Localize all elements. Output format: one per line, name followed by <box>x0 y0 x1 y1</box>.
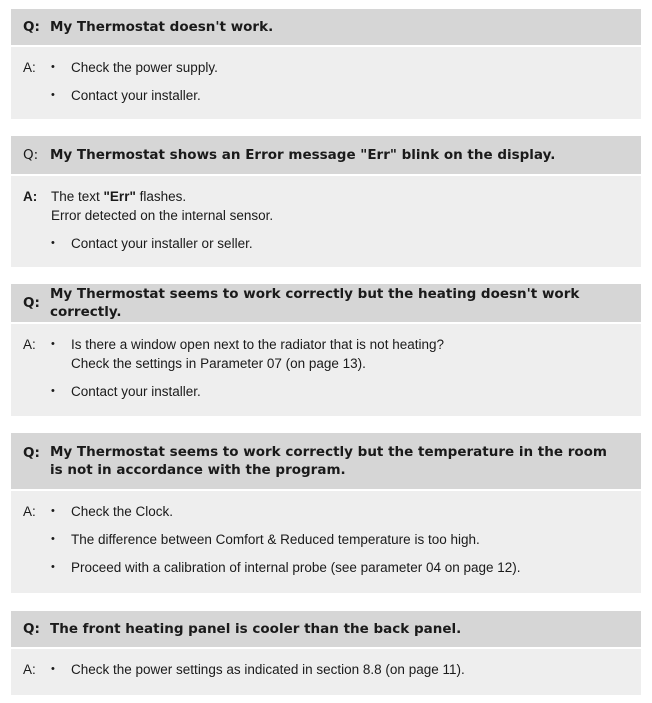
question-row <box>11 136 641 176</box>
question-text: My Thermostat seems to work correctly but the temperature in the room is not in accordance with the program. <box>50 444 607 478</box>
answer-bullet: • Contact your installer. <box>51 384 201 399</box>
question-text: The front heating panel is cooler than the back panel. <box>50 621 462 637</box>
bullet-icon: • <box>51 385 55 397</box>
answer-area <box>11 176 641 253</box>
question-label: Q: <box>23 621 40 637</box>
question-row <box>11 284 641 324</box>
question-label: Q: <box>23 295 40 311</box>
faq-block-5 <box>11 611 641 695</box>
answer-bullet: • The difference between Comfort & Reduced temperature is too high. <box>51 532 480 547</box>
answer-bullet: • Contact your installer. <box>51 88 201 103</box>
answer-bullet: • Check the Clock. <box>51 504 174 519</box>
question-row <box>11 611 641 649</box>
answer-label: A: <box>23 504 36 519</box>
answer-bullet-continuation: Check the settings in Parameter 07 (on page 13). <box>71 356 366 371</box>
bullet-icon: • <box>51 533 55 545</box>
answer-text-line2: Error detected on the internal sensor. <box>51 208 274 223</box>
answer-bullet: • Is there a window open next to the radiator that is not heating? <box>51 337 444 352</box>
question-label: Q: <box>23 445 40 461</box>
bullet-icon: • <box>51 237 55 249</box>
faq-block-1 <box>11 9 641 119</box>
answer-area <box>11 491 641 577</box>
answer-area <box>11 47 641 105</box>
answer-bullet: • Check the power settings as indicated in section 8.8 (on page 11). <box>51 662 465 677</box>
question-label: Q: <box>23 147 39 163</box>
answer-label: A: <box>23 189 38 204</box>
question-row <box>11 433 641 491</box>
faq-block-3 <box>11 284 641 416</box>
answer-bullet: • Contact your installer or seller. <box>51 236 253 251</box>
answer-area <box>11 324 641 401</box>
answer-label: A: <box>23 60 36 75</box>
faq-block-2 <box>11 136 641 267</box>
question-text: My Thermostat shows an Error message "Err" blink on the display. <box>50 147 556 163</box>
bullet-icon: • <box>51 663 55 675</box>
bullet-icon: • <box>51 561 55 573</box>
answer-area <box>11 649 641 679</box>
question-text: My Thermostat doesn't work. <box>50 19 274 35</box>
faq-block-4 <box>11 433 641 593</box>
question-row <box>11 9 641 47</box>
answer-bullet: • Check the power supply. <box>51 60 218 75</box>
question-text: My Thermostat seems to work correctly but the heating doesn't work correctly. <box>50 286 580 320</box>
bullet-icon: • <box>51 338 55 350</box>
bullet-icon: • <box>51 61 55 73</box>
question-label: Q: <box>23 19 40 35</box>
answer-label: A: <box>23 662 36 677</box>
bullet-icon: • <box>51 89 55 101</box>
bullet-icon: • <box>51 505 55 517</box>
answer-text: The text "Err" flashes. <box>51 189 187 204</box>
answer-label: A: <box>23 337 36 352</box>
answer-bullet: • Proceed with a calibration of internal probe (see parameter 04 on page 12). <box>51 560 521 575</box>
